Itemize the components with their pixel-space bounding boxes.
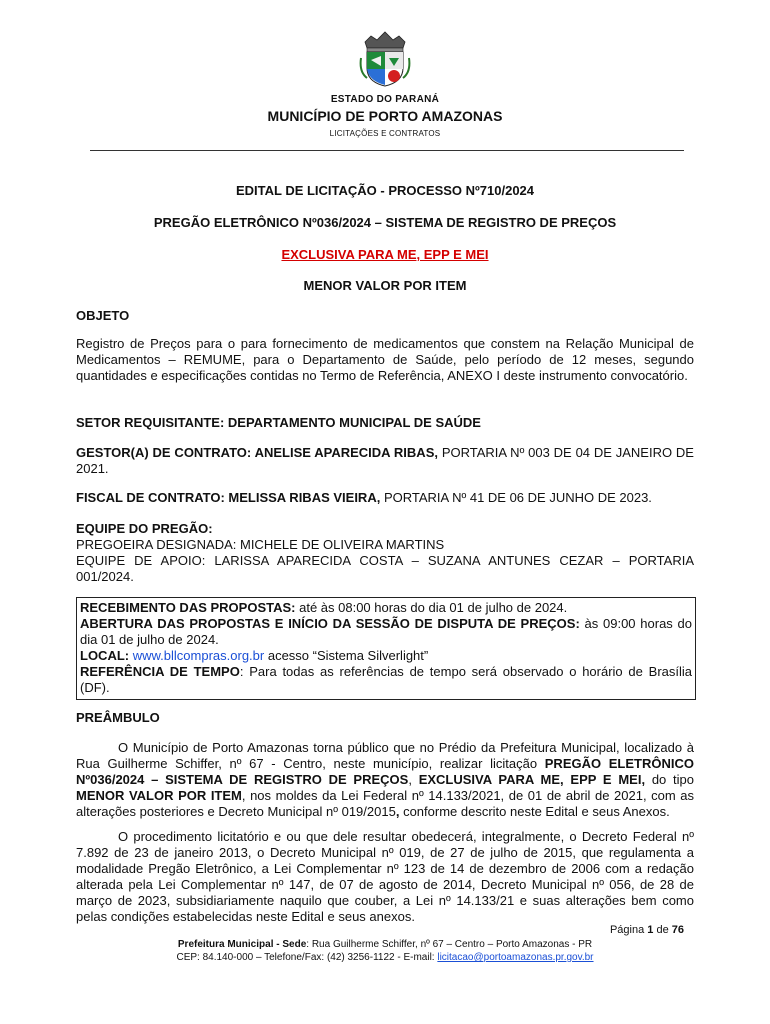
p1-part-c: , bbox=[408, 772, 419, 787]
header-state: ESTADO DO PARANÁ bbox=[330, 94, 440, 105]
gestor-text: PORTARIA Nº 003 DE 04 DE JANEIRO DE 2021. bbox=[76, 445, 694, 476]
recebimento-label: RECEBIMENTO DAS PROPOSTAS: bbox=[80, 600, 296, 615]
exclusiva-text: EXCLUSIVA PARA ME, EPP E MEI bbox=[281, 247, 489, 262]
preambulo-paragraph-2: O procedimento licitatório e ou que dele resultar obedecerá, integralmente, o Decreto Federal nº 7.892 de 23 de janeiro 2013, o Decreto Municipal nº 019, de 27 de julho de 2015, que regulamenta a modalidade Pregão Eletrônico, a Lei Complementar nº 123 de 14 de dezembro de 2006 com a redação alterada pela Lei Complementar nº 147, de 07 de agosto de 2014, Decreto Municipal nº 056, de 28 de março de 2023, subsidiariamente naquilo que couber, a Lei nº 14.133/21 e suas alterações bem como pelas condições estabelecidas neste Edital e seus anexos. bbox=[76, 829, 694, 924]
abertura-line bbox=[80, 616, 692, 648]
abertura-text: às 09:00 horas do dia 01 de julho de 2024. bbox=[80, 616, 692, 647]
local-text: acesso “Sistema Silverlight” bbox=[264, 648, 429, 663]
p1-part-a: O Município de Porto Amazonas torna público que no Prédio da Prefeitura Municipal, localizado à Rua Guilherme Schiffer, nº 67 - Centro, neste município, realizar licitação bbox=[76, 740, 694, 771]
referencia-line bbox=[80, 664, 692, 696]
municipal-crest-icon bbox=[357, 28, 413, 88]
page-current: 1 bbox=[647, 924, 654, 936]
gestor-contrato bbox=[76, 445, 694, 477]
fiscal-contrato bbox=[76, 490, 694, 506]
footer-contact bbox=[0, 952, 770, 963]
pregao-title: PREGÃO ELETRÔNICO Nº036/2024 – SISTEMA DE REGISTRO DE PREÇOS bbox=[153, 215, 617, 230]
page-total: 76 bbox=[671, 924, 684, 936]
equipe-pregao bbox=[76, 521, 694, 585]
page-number bbox=[610, 924, 684, 936]
recebimento-line bbox=[80, 600, 692, 616]
referencia-text: : Para todas as referências de tempo será observado o horário de Brasília (DF). bbox=[80, 664, 692, 695]
p1-part-h: , bbox=[395, 804, 400, 819]
preambulo-paragraph-1 bbox=[76, 740, 694, 820]
local-label: LOCAL: bbox=[80, 648, 130, 663]
equipe-pregoeira: PREGOEIRA DESIGNADA: MICHELE DE OLIVEIRA MARTINS bbox=[76, 537, 445, 552]
exclusiva-notice bbox=[76, 247, 694, 262]
p1-part-e: do tipo bbox=[645, 772, 694, 787]
menor-valor-title: MENOR VALOR POR ITEM bbox=[303, 278, 467, 293]
edital-title: EDITAL DE LICITAÇÃO - PROCESSO Nº710/2024 bbox=[235, 183, 535, 198]
equipe-heading: EQUIPE DO PREGÃO: bbox=[76, 521, 213, 536]
equipe-apoio: EQUIPE DE APOIO: LARISSA APARECIDA COSTA – SUZANA ANTUNES CEZAR – PORTARIA 001/2024. bbox=[76, 553, 694, 584]
p1-part-f: MENOR VALOR POR ITEM bbox=[76, 788, 242, 803]
p1-part-i: conforme descrito neste Edital e seus Anexos. bbox=[399, 804, 670, 819]
footer-email-link[interactable]: licitacao@portoamazonas.pr.gov.br bbox=[437, 952, 594, 963]
recebimento-text: até às 08:00 horas do dia 01 de julho de 2024. bbox=[295, 600, 568, 615]
local-link[interactable]: www.bllcompras.org.br bbox=[132, 648, 265, 663]
gestor-label: GESTOR(A) DE CONTRATO: ANELISE APARECIDA RIBAS, bbox=[76, 445, 438, 460]
header-municipality: MUNICÍPIO DE PORTO AMAZONAS bbox=[267, 108, 503, 124]
page-mid: de bbox=[653, 924, 672, 936]
page-prefix: Página bbox=[609, 924, 648, 936]
dates-box bbox=[76, 597, 696, 700]
footer-contact-text: CEP: 84.140-000 – Telefone/Fax: (42) 3256-1122 - E-mail: bbox=[176, 952, 438, 963]
footer-sede-label: Prefeitura Municipal - Sede bbox=[177, 939, 307, 950]
objeto-heading: OBJETO bbox=[76, 308, 130, 323]
fiscal-label: FISCAL DE CONTRATO: MELISSA RIBAS VIEIRA, bbox=[76, 490, 381, 505]
header-divider bbox=[90, 150, 684, 151]
footer-address bbox=[0, 939, 770, 950]
preambulo-heading: PREÂMBULO bbox=[76, 710, 160, 725]
p1-part-g: , nos moldes da Lei Federal nº 14.133/2021, de 01 de abril de 2021, com as alterações posteriores e Decreto Municipal nº 019/2015 bbox=[76, 788, 695, 819]
fiscal-text: PORTARIA Nº 41 DE 06 DE JUNHO DE 2023. bbox=[380, 490, 652, 505]
local-line bbox=[80, 648, 692, 664]
abertura-label: ABERTURA DAS PROPOSTAS E INÍCIO DA SESSÃO DE DISPUTA DE PREÇOS: bbox=[80, 616, 580, 631]
footer-sede-text: : Rua Guilherme Schiffer, nº 67 – Centro – Porto Amazonas - PR bbox=[306, 939, 593, 950]
p1-part-d: EXCLUSIVA PARA ME, EPP E MEI, bbox=[418, 772, 646, 787]
p1-part-b: PREGÃO ELETRÔNICO Nº036/2024 – SISTEMA DE REGISTRO DE PREÇOS bbox=[76, 756, 694, 787]
header-department: LICITAÇÕES E CONTRATOS bbox=[329, 129, 441, 138]
objeto-text: Registro de Preços para o para fornecimento de medicamentos que constem na Relação Municipal de Medicamentos – REMUME, para o Departamento de Saúde, pelo período de 12 meses, segundo quantidades e especificações contidas no Termo de Referência, ANEXO I deste instrumento convocatório. bbox=[76, 336, 694, 383]
setor-requisitante: SETOR REQUISITANTE: DEPARTAMENTO MUNICIPAL DE SAÚDE bbox=[76, 415, 481, 430]
referencia-label: REFERÊNCIA DE TEMPO bbox=[80, 664, 240, 679]
